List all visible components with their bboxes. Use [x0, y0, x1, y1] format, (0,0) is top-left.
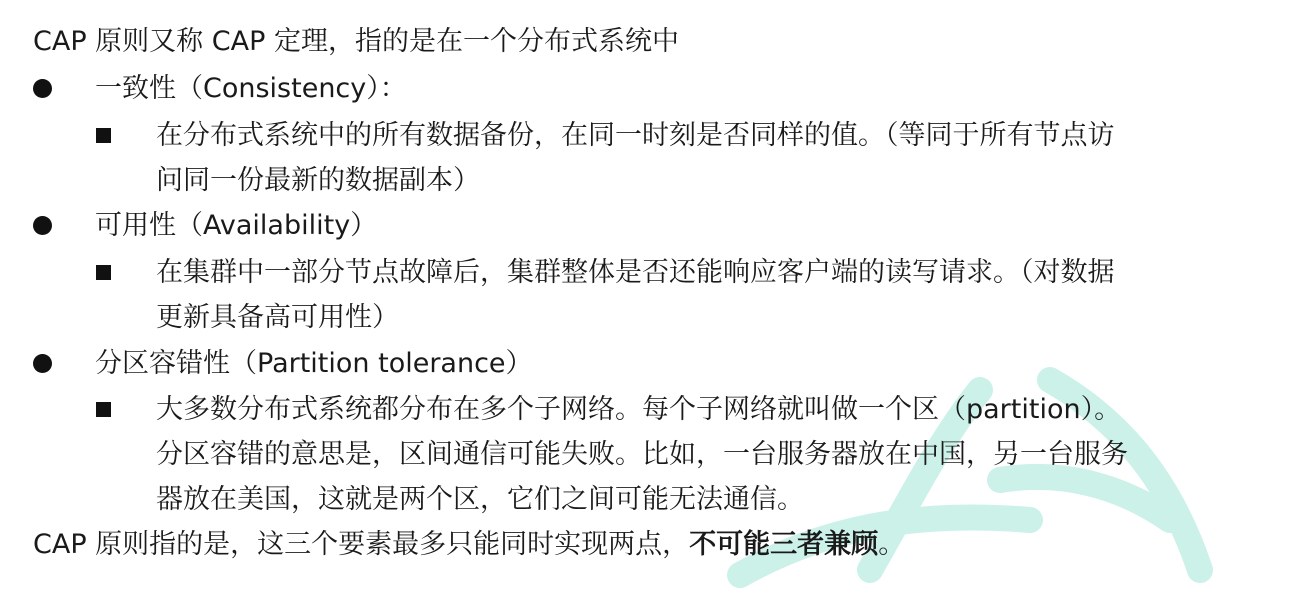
item-title-partition-tolerance: 分区容错性（Partition tolerance） [95, 348, 533, 379]
conclusion-text [33, 522, 905, 568]
bullet-circle-icon [33, 354, 52, 373]
bullet-square-icon [96, 402, 111, 417]
item-desc-line: 器放在美国，这就是两个区，它们之间可能无法通信。 [156, 484, 804, 515]
item-desc-line: 更新具备高可用性） [156, 302, 399, 333]
intro-text: CAP 原则又称 CAP 定理，指的是在一个分布式系统中 [33, 26, 679, 57]
bullet-square-icon [96, 128, 111, 143]
item-desc-line: 大多数分布式系统都分布在多个子网络。每个子网络就叫做一个区（partition）。 [156, 394, 1122, 425]
item-desc-line: 在分布式系统中的所有数据备份，在同一时刻是否同样的值。（等同于所有节点访 [156, 120, 1115, 151]
conclusion-prefix: CAP 原则指的是，这三个要素最多只能同时实现两点， [33, 529, 690, 560]
item-desc-line: 问同一份最新的数据副本） [156, 165, 480, 196]
bullet-circle-icon [33, 79, 52, 98]
bullet-circle-icon [33, 216, 52, 235]
item-desc-line: 分区容错的意思是，区间通信可能失败。比如，一台服务器放在中国，另一台服务 [156, 439, 1128, 470]
item-title-availability: 可用性（Availability） [95, 210, 378, 241]
bullet-square-icon [96, 265, 111, 280]
item-title-consistency: 一致性（Consistency）： [95, 73, 407, 104]
item-desc-line: 在集群中一部分节点故障后，集群整体是否还能响应客户端的读写请求。（对数据 [156, 257, 1115, 288]
conclusion-suffix: 。 [878, 529, 906, 560]
conclusion-emphasis: 不可能三者兼顾 [689, 529, 879, 560]
